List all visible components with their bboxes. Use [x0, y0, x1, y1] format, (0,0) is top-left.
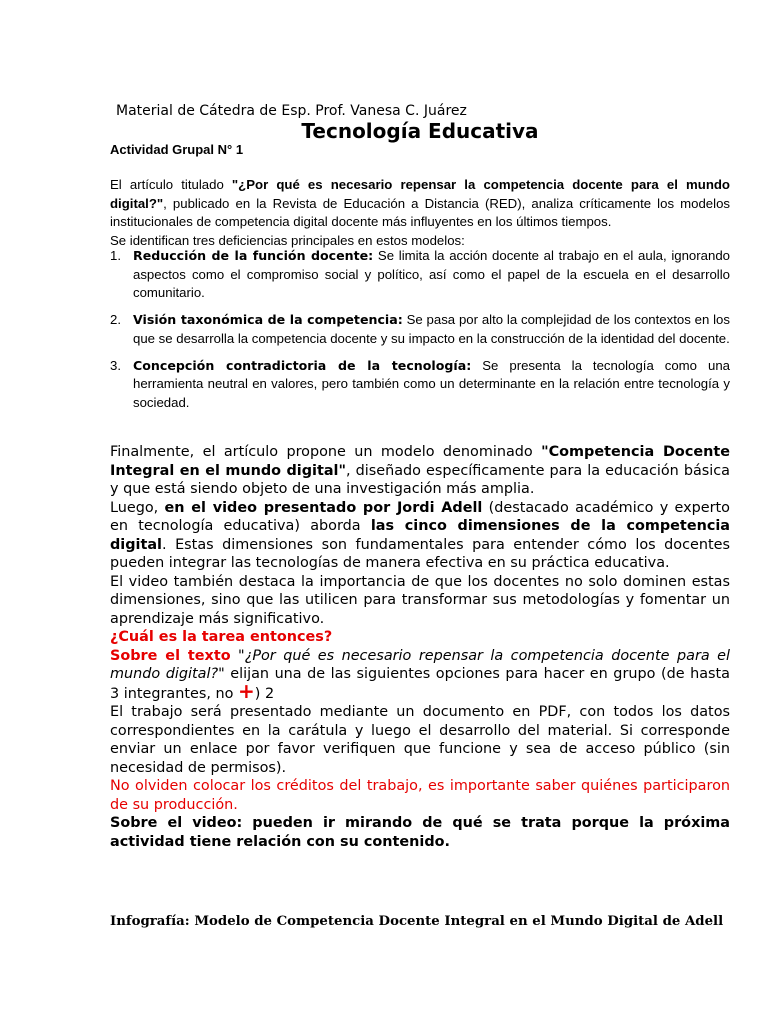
list-item-text: Se pasa por alto la complejidad de los contextos en los que se desarrolla la competencia docente y su impacto en la construcción de la identidad del docente.: [133, 312, 730, 346]
task-article-title: ¿Por qué es necesario repensar la competencia docente para el mundo digital?: [110, 647, 730, 682]
task-text: " elijan una de las siguientes opciones para hacer en grupo (de hasta 3 integrantes, no: [110, 666, 730, 702]
task-quote: ": [230, 647, 245, 664]
video-presenter: en el video presentado por Jordi Adell: [164, 499, 483, 516]
infographic-caption: Infografía: Modelo de Competencia Docente Integral en el Mundo Digital de Adell: [110, 914, 724, 929]
intro-text-rest: , publicado en la Revista de Educación a Distancia (RED), analiza críticamente los modelos institucionales de competencia digital docente más influyentes en los últimos tiempos.: [110, 195, 730, 229]
list-item-heading: Reducción de la función docente:: [133, 248, 374, 263]
model-text-rest: , diseñado específicamente para la educación básica y que está siendo objeto de una investigación más amplia.: [110, 462, 730, 497]
main-body: [110, 443, 730, 851]
video-paragraph: [110, 499, 730, 573]
list-number: 1.: [110, 248, 121, 263]
credits-note: No olviden colocar los créditos del trabajo, es importante saber quiénes participaron de su producción.: [110, 778, 730, 813]
list-item: [110, 357, 730, 413]
video-note: [110, 814, 730, 851]
activity-heading: Actividad Grupal N° 1: [110, 142, 244, 157]
intro-section: [110, 176, 730, 250]
task-question-text: ¿Cuál es la tarea entonces?: [110, 629, 333, 645]
intro-paragraph: [110, 176, 730, 232]
page-title: Tecnología Educativa: [301, 119, 539, 143]
course-material-line: Material de Cátedra de Esp. Prof. Vanesa C. Juárez: [116, 103, 467, 119]
list-number: 2.: [110, 312, 121, 327]
video-text: Luego,: [110, 499, 165, 516]
deficiencies-lead: Se identifican tres deficiencias principales en estos modelos:: [110, 232, 465, 248]
intro-text: El artículo titulado: [110, 177, 232, 192]
deficiencies-list: [110, 247, 730, 421]
list-item-text: Se presenta la tecnología como una herramienta neutral en valores, pero también como un determinante en la relación entre tecnología y sociedad.: [133, 357, 730, 410]
list-number: 3.: [110, 357, 121, 373]
pdf-paragraph: El trabajo será presentado mediante un documento en PDF, con todos los datos correspondientes en la carátula y luego el desarrollo del material. Si corresponde enviar un enlace por favor verifiquen que funcione y sea de acceso público (sin necesidad de permisos).: [110, 704, 730, 776]
task-question: [110, 628, 730, 647]
list-item-heading: Concepción contradictoria de la tecnología:: [133, 357, 472, 373]
list-item-text: Se limita la acción docente al trabajo en el aula, ignorando aspectos como el compromiso social y político, así como el papel de la escuela en el desarrollo comunitario.: [133, 248, 730, 300]
article-title: "¿Por qué es necesario repensar la competencia docente para el mundo digital?": [110, 177, 730, 211]
model-text: Finalmente, el artículo propone un modelo denominado: [110, 444, 542, 460]
list-item: [110, 311, 730, 348]
task-label: Sobre el texto: [110, 647, 231, 664]
model-paragraph: [110, 443, 730, 499]
task-end: ) 2: [254, 685, 275, 702]
list-item: [110, 247, 730, 303]
list-item-heading: Visión taxonómica de la competencia:: [133, 312, 403, 327]
video-note-text: Sobre el video: pueden ir mirando de qué se trata porque la próxima actividad tiene relación con su contenido.: [110, 815, 730, 850]
video-text-rest: . Estas dimensiones son fundamentales para entender cómo los docentes pueden integrar las tecnologías de manera efectiva en su práctica educativa.: [110, 536, 730, 571]
model-name: "Competencia Docente Integral en el mundo digital": [110, 444, 730, 479]
plus-icon: +: [237, 678, 255, 703]
video-importance-paragraph: El video también destaca la importancia de que los docentes no solo dominen estas dimensiones, sino que las utilicen para transformar sus metodologías y fomentar un aprendizaje más significativo.: [110, 573, 730, 627]
video-text-mid: (destacado académico y experto en tecnología educativa) aborda: [110, 499, 730, 534]
five-dimensions: las cinco dimensiones de la competencia digital: [110, 518, 730, 553]
task-paragraph: [110, 647, 730, 704]
